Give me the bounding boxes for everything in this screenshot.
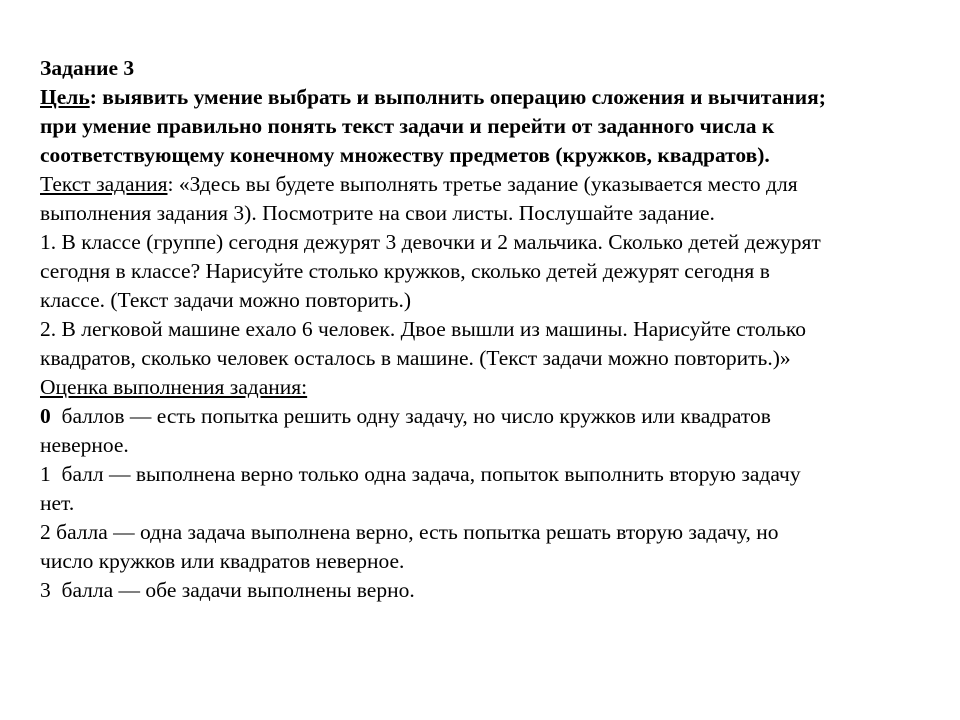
task-text-line-2: выполнения задания 3). Посмотрите на свои листы. Послушайте задание. — [40, 201, 715, 225]
goal-separator: : — [89, 85, 103, 109]
problem2-line-1: 2. В легковой машине ехало 6 человек. Двое вышли из машины. Нарисуйте столько — [40, 317, 806, 341]
score2-line-1: 2 балла — одна задача выполнена верно, есть попытка решать вторую задачу, но — [40, 520, 779, 544]
score1-line-2: нет. — [40, 491, 75, 515]
goal-text-1: выявить умение выбрать и выполнить операцию сложения и вычитания; — [102, 85, 826, 109]
goal-line-3: соответствующему конечному множеству предметов (кружков, квадратов). — [40, 143, 770, 167]
task-text-label: Текст задания — [40, 172, 168, 196]
score0-number: 0 — [40, 404, 51, 428]
task-heading: Задание 3 — [40, 56, 135, 80]
score0-line-1 — [40, 402, 930, 431]
grading-label: Оценка выполнения задания: — [40, 375, 308, 399]
score0-line-2: неверное. — [40, 433, 129, 457]
score1-line-1: 1 балл — выполнена верно только одна задача, попыток выполнить вторую задачу — [40, 462, 801, 486]
problem1-line-3: классе. (Текст задачи можно повторить.) — [40, 288, 411, 312]
score3-line-1: 3 балла — обе задачи выполнены верно. — [40, 578, 415, 602]
score2-line-2: число кружков или квадратов неверное. — [40, 549, 405, 573]
task-content — [40, 54, 930, 605]
goal-label: Цель — [40, 85, 90, 109]
task-text-1: «Здесь вы будете выполнять третье задание (указывается место для — [178, 172, 798, 196]
problem1-line-1: 1. В классе (группе) сегодня дежурят 3 девочки и 2 мальчика. Сколько детей дежурят — [40, 230, 821, 254]
task-text-line-1 — [40, 170, 930, 199]
problem2-line-2: квадратов, сколько человек осталось в машине. (Текст задачи можно повторить.)» — [40, 346, 791, 370]
task-text-separator: : — [167, 172, 179, 196]
problem1-line-2: сегодня в классе? Нарисуйте столько кружков, сколько детей дежурят сегодня в — [40, 259, 770, 283]
goal-line-2: при умение правильно понять текст задачи и перейти от заданного числа к — [40, 114, 775, 138]
goal-line-1 — [40, 83, 930, 112]
score0-text: баллов — есть попытка решить одну задачу, но число кружков или квадратов — [50, 404, 771, 428]
